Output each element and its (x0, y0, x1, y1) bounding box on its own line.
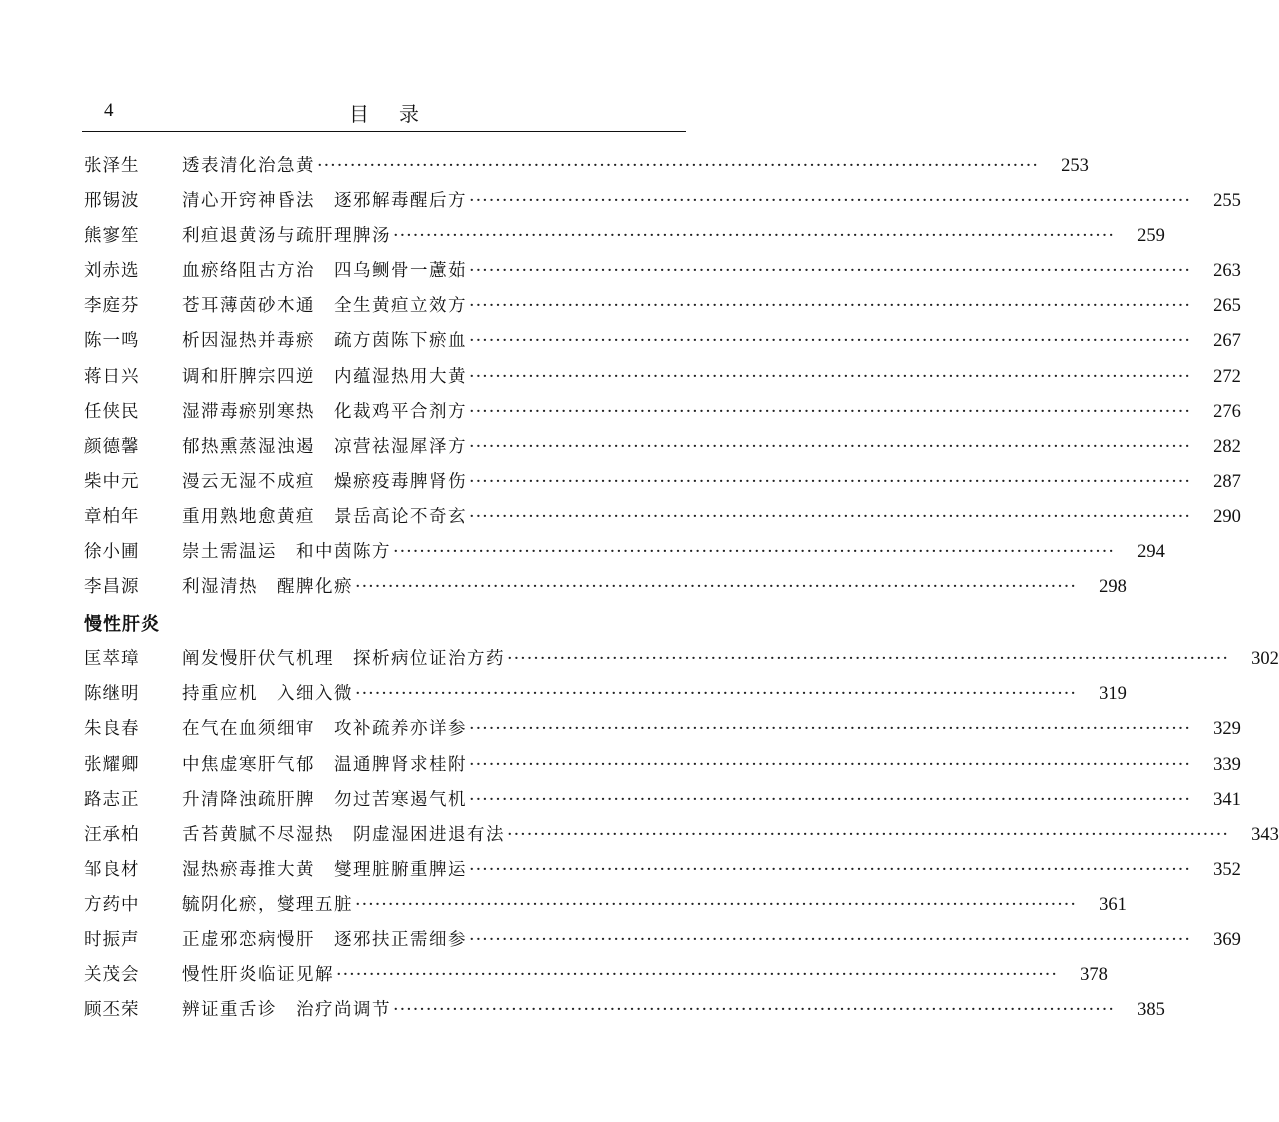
toc-page-number: 255 (1213, 191, 1241, 212)
toc-title: 持重应机 入细入微 (182, 684, 353, 705)
toc-leader (391, 542, 1117, 562)
toc-title: 辨证重舌诊 治疗尚调节 (182, 1000, 391, 1021)
toc-entry (84, 926, 1241, 961)
toc-leader (467, 719, 1193, 739)
toc-page-number: 263 (1213, 261, 1241, 282)
toc-page-number: 378 (1080, 965, 1108, 986)
toc-page-number: 329 (1213, 719, 1241, 740)
toc-leader (467, 367, 1193, 387)
section-heading: 慢性肝炎 (84, 614, 160, 636)
toc-leader (467, 437, 1193, 457)
toc-title: 血瘀络阻古方治 四乌鲗骨一藘茹 (182, 261, 467, 282)
toc-author: 汪承柏 (84, 824, 140, 845)
toc-entry (84, 187, 1241, 222)
toc-page-number: 265 (1213, 296, 1241, 317)
toc-author: 徐小圃 (84, 542, 140, 563)
toc-page-number: 253 (1061, 156, 1089, 176)
toc-title: 析因湿热并毒瘀 疏方茵陈下瘀血 (182, 331, 467, 352)
toc-author: 方药中 (84, 894, 140, 915)
page-title: 目录 (349, 102, 449, 126)
toc-entry (84, 680, 1127, 715)
toc-title: 在气在血须细审 攻补疏养亦详参 (182, 719, 467, 740)
toc-page-number: 302 (1251, 649, 1279, 670)
toc-entry (84, 398, 1241, 433)
toc-leader (467, 261, 1193, 281)
toc-entry (84, 751, 1241, 786)
toc-author: 章柏年 (84, 506, 140, 527)
toc-title: 利湿清热 醒脾化瘀 (182, 577, 353, 598)
toc-entry (84, 222, 1165, 257)
toc-leader (467, 331, 1193, 351)
toc-page-number: 294 (1137, 542, 1165, 563)
toc-entry (84, 996, 1165, 1031)
toc-leader (467, 755, 1193, 775)
toc-page-number: 259 (1137, 226, 1165, 247)
toc-title: 湿热瘀毒推大黄 燮理脏腑重脾运 (182, 859, 467, 880)
toc-leader (467, 472, 1193, 492)
toc-leader (353, 577, 1079, 597)
toc-entry (84, 292, 1241, 327)
toc-author: 路志正 (84, 789, 140, 810)
toc-author: 时振声 (84, 929, 140, 950)
toc-entry (84, 856, 1241, 891)
toc-leader (467, 402, 1193, 422)
toc-page-number: 369 (1213, 929, 1241, 950)
toc-leader (467, 790, 1193, 810)
toc-page-number: 298 (1099, 577, 1127, 598)
toc-entry (84, 538, 1165, 573)
page-header (82, 96, 686, 130)
toc-entry (84, 961, 1108, 996)
toc-leader (391, 226, 1117, 246)
toc-leader (391, 1000, 1117, 1020)
toc-author: 刘赤选 (84, 261, 140, 282)
toc-entry (84, 503, 1241, 538)
toc-title: 漫云无湿不成疸 燥瘀疫毒脾肾伤 (182, 471, 467, 492)
toc-author: 关茂会 (84, 965, 140, 986)
toc-title: 郁热熏蒸湿浊遏 凉营祛湿犀泽方 (182, 436, 467, 457)
toc-title: 透表清化治急黄 (182, 156, 315, 176)
toc-author: 朱良春 (84, 719, 140, 740)
toc-title: 苍耳薄茵砂木通 全生黄疸立效方 (182, 296, 467, 317)
toc-leader (467, 860, 1193, 880)
toc-author: 陈一鸣 (84, 331, 140, 352)
toc-author: 颜德馨 (84, 436, 140, 457)
toc-author: 匡萃璋 (84, 649, 140, 670)
toc-author: 李庭芬 (84, 296, 140, 317)
toc-page-number: 361 (1099, 894, 1127, 915)
toc-title: 湿滞毒瘀别寒热 化裁鸡平合剂方 (182, 401, 467, 422)
toc-author: 蒋日兴 (84, 366, 140, 387)
toc-title: 正虚邪恋病慢肝 逐邪扶正需细参 (182, 929, 467, 950)
toc-leader (315, 156, 1041, 176)
toc-author: 陈继明 (84, 684, 140, 705)
toc-leader (467, 930, 1193, 950)
toc-entry (84, 363, 1241, 398)
toc-entry (84, 152, 1089, 187)
toc-entry (84, 821, 1279, 856)
toc-group-chronic (84, 645, 1279, 1031)
toc-page-number: 272 (1213, 366, 1241, 387)
toc-author: 李昌源 (84, 577, 140, 598)
toc-leader (467, 507, 1193, 527)
toc-author: 邢锡波 (84, 191, 140, 212)
header-rule (82, 131, 686, 132)
toc-title: 崇土需温运 和中茵陈方 (182, 542, 391, 563)
toc-leader (334, 965, 1060, 985)
toc-page-number: 343 (1251, 824, 1279, 845)
toc-leader (505, 649, 1231, 669)
toc-leader (467, 296, 1193, 316)
toc-title: 中焦虚寒肝气郁 温通脾肾求桂附 (182, 754, 467, 775)
toc-author: 张耀卿 (84, 754, 140, 775)
toc-leader (467, 191, 1193, 211)
toc-entry (84, 891, 1127, 926)
toc-page-number: 352 (1213, 859, 1241, 880)
toc-leader (505, 825, 1231, 845)
table-of-contents (84, 152, 1279, 1031)
toc-entry (84, 257, 1241, 292)
toc-title: 舌苔黄腻不尽湿热 阴虚湿困进退有法 (182, 824, 505, 845)
toc-title: 慢性肝炎临证见解 (182, 965, 334, 986)
toc-title: 阐发慢肝伏气机理 探析病位证治方药 (182, 649, 505, 670)
toc-author: 邹良材 (84, 859, 140, 880)
toc-title: 升清降浊疏肝脾 勿过苦寒遏气机 (182, 789, 467, 810)
page-number: 4 (104, 100, 114, 121)
toc-entry (84, 433, 1241, 468)
toc-author: 任侠民 (84, 401, 140, 422)
toc-title: 清心开窍神昏法 逐邪解毒醒后方 (182, 191, 467, 212)
toc-title: 重用熟地愈黄疸 景岳高论不奇玄 (182, 506, 467, 527)
toc-title: 调和肝脾宗四逆 内蕴湿热用大黄 (182, 366, 467, 387)
toc-author: 张泽生 (84, 156, 140, 176)
toc-page-number: 339 (1213, 754, 1241, 775)
toc-author: 熊寥笙 (84, 226, 140, 247)
toc-leader (353, 684, 1079, 704)
toc-page-number: 290 (1213, 506, 1241, 527)
toc-page-number: 282 (1213, 436, 1241, 457)
toc-title: 利疸退黄汤与疏肝理脾汤 (182, 226, 391, 247)
toc-page-number: 287 (1213, 471, 1241, 492)
toc-entry (84, 786, 1241, 821)
toc-entry (84, 645, 1279, 680)
toc-author: 顾丕荣 (84, 1000, 140, 1021)
toc-group-acute (84, 152, 1241, 608)
toc-page-number: 267 (1213, 331, 1241, 352)
toc-entry (84, 468, 1241, 503)
toc-entry (84, 573, 1127, 608)
toc-title: 毓阴化瘀，燮理五脏 (182, 894, 353, 915)
toc-page-number: 385 (1137, 1000, 1165, 1021)
toc-page-number: 276 (1213, 401, 1241, 422)
toc-entry (84, 715, 1241, 750)
toc-page-number: 319 (1099, 684, 1127, 705)
toc-author: 柴中元 (84, 471, 140, 492)
toc-entry (84, 327, 1241, 362)
toc-leader (353, 895, 1079, 915)
toc-page-number: 341 (1213, 789, 1241, 810)
